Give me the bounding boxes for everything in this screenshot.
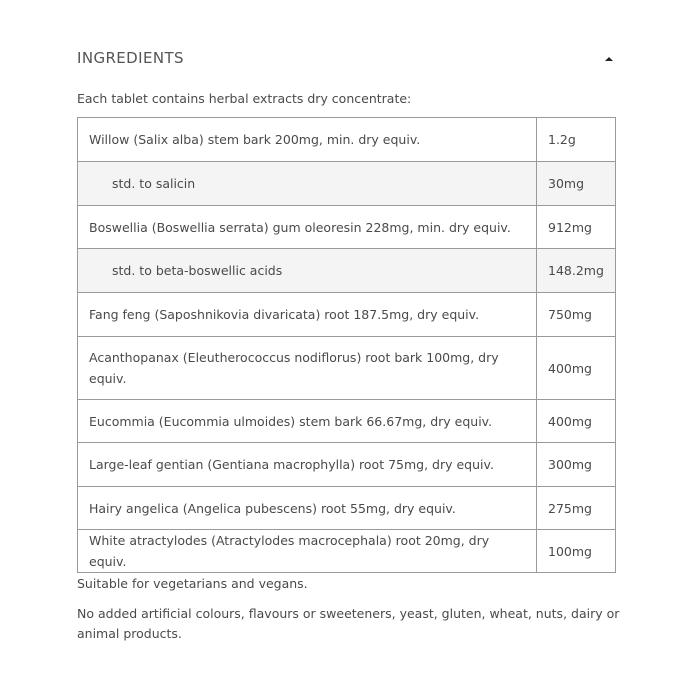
- ingredient-amount: 1.2g: [537, 118, 616, 162]
- ingredient-name: Acanthopanax (Eleutherococcus nodiflorus) root bark 100mg, dry equiv.: [78, 337, 537, 400]
- ingredient-amount: 30mg: [537, 162, 616, 206]
- ingredient-name: White atractylodes (Atractylodes macrocephala) root 20mg, dry equiv.: [78, 530, 537, 573]
- table-row: [78, 293, 616, 337]
- table-row: [78, 400, 616, 443]
- ingredient-name: Boswellia (Boswellia serrata) gum oleoresin 228mg, min. dry equiv.: [78, 206, 537, 249]
- ingredient-name: std. to beta-boswellic acids: [78, 249, 537, 293]
- ingredient-name: Hairy angelica (Angelica pubescens) root 55mg, dry equiv.: [78, 487, 537, 530]
- table-row: [78, 118, 616, 162]
- ingredient-amount: 750mg: [537, 293, 616, 337]
- table-row: [78, 530, 616, 573]
- table-row: [78, 249, 616, 293]
- ingredient-name: Large-leaf gentian (Gentiana macrophylla) root 75mg, dry equiv.: [78, 443, 537, 487]
- ingredients-table: [77, 117, 616, 573]
- vegetarian-note: Suitable for vegetarians and vegans.: [77, 576, 308, 591]
- ingredient-amount: 400mg: [537, 400, 616, 443]
- intro-text: Each tablet contains herbal extracts dry concentrate:: [77, 91, 412, 106]
- ingredient-name: Willow (Salix alba) stem bark 200mg, min. dry equiv.: [78, 118, 537, 162]
- ingredient-name: Eucommia (Eucommia ulmoides) stem bark 66.67mg, dry equiv.: [78, 400, 537, 443]
- table-row: [78, 162, 616, 206]
- ingredient-name: Fang feng (Saposhnikovia divaricata) root 187.5mg, dry equiv.: [78, 293, 537, 337]
- ingredients-accordion-header[interactable]: [77, 48, 616, 72]
- ingredient-amount: 100mg: [537, 530, 616, 573]
- ingredient-amount: 400mg: [537, 337, 616, 400]
- table-row: [78, 487, 616, 530]
- caret-up-icon[interactable]: [602, 52, 616, 66]
- ingredient-amount: 300mg: [537, 443, 616, 487]
- table-row: [78, 337, 616, 400]
- table-row: [78, 206, 616, 249]
- ingredient-name: std. to salicin: [78, 162, 537, 206]
- ingredient-amount: 148.2mg: [537, 249, 616, 293]
- ingredient-amount: 275mg: [537, 487, 616, 530]
- ingredient-amount: 912mg: [537, 206, 616, 249]
- section-title: INGREDIENTS: [77, 49, 184, 67]
- allergen-note: No added artificial colours, flavours or sweeteners, yeast, gluten, wheat, nuts, dairy or animal products.: [77, 606, 620, 641]
- table-row: [78, 443, 616, 487]
